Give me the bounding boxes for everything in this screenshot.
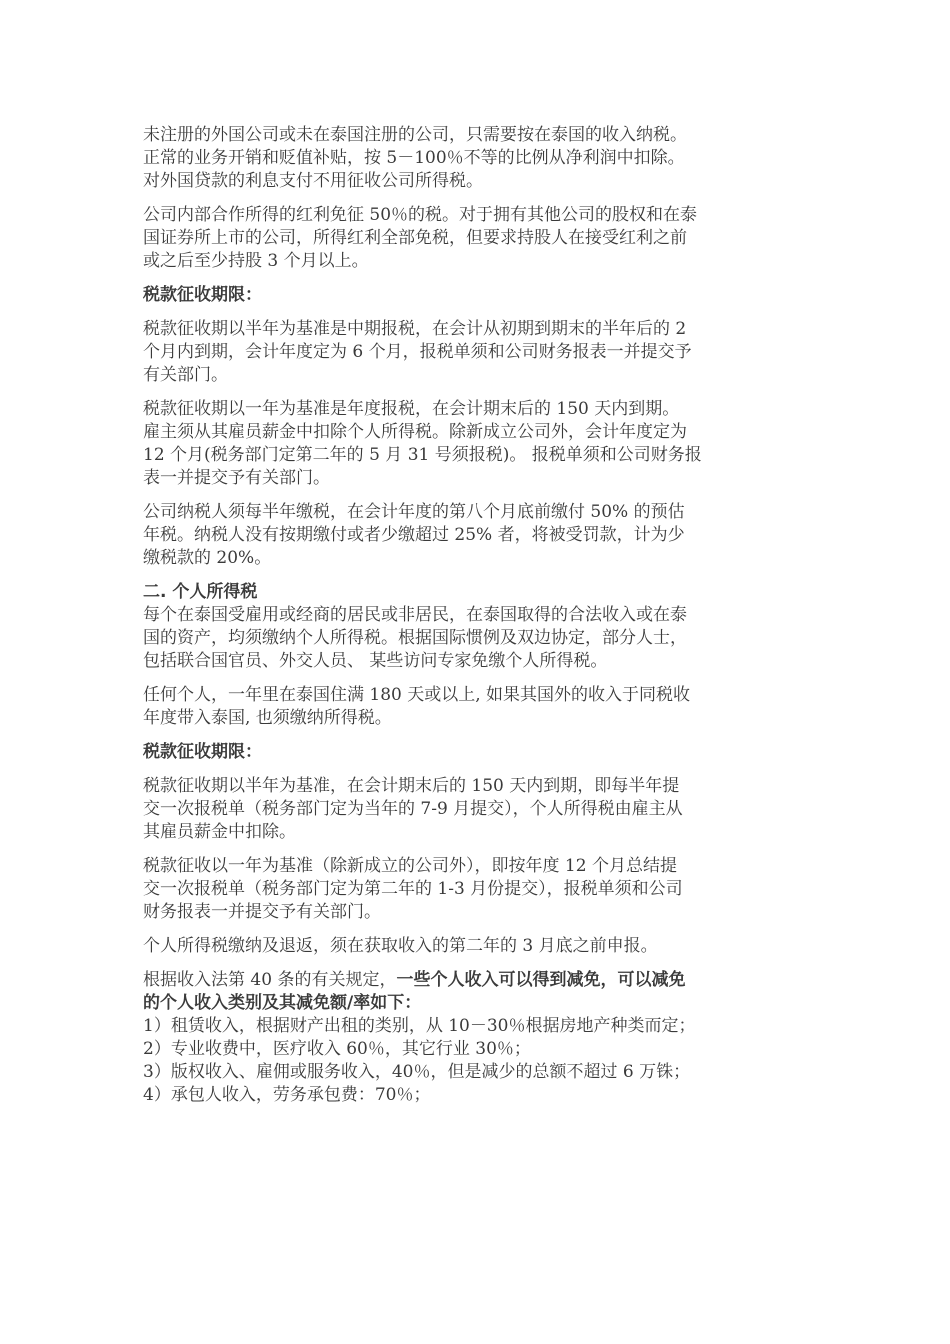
text-line: 对外国贷款的利息支付不用征收公司所得税。 <box>143 171 483 191</box>
paragraph-personal-semiannual <box>143 775 813 844</box>
text-line <box>143 969 813 992</box>
heading-tax-period: 税款征收期限： <box>143 742 262 762</box>
text-line: 财务报表一并提交予有关部门。 <box>143 902 381 922</box>
paragraph-residency-rule <box>143 684 813 730</box>
paragraph-interim-filing <box>143 318 813 387</box>
text-line: 包括联合国官员、外交人员、 某些访问专家免缴个人所得税。 <box>143 651 608 671</box>
text-line: 税款征收期以半年为基准是中期报税，在会计从初期到期末的半年后的 2 <box>143 319 687 339</box>
text-line: 公司内部合作所得的红利免征 50％的税。对于拥有其他公司的股权和在泰 <box>143 205 698 225</box>
paragraph-annual-filing <box>143 398 813 490</box>
deduction-item: 2）专业收费中，医疗收入 60％，其它行业 30％； <box>143 1039 531 1059</box>
text-line: 税款征收期以一年为基准是年度报税，在会计期末后的 150 天内到期。 <box>143 399 680 419</box>
document-body <box>143 124 813 1107</box>
paragraph-personal-annual <box>143 855 813 924</box>
paragraph-refund-deadline <box>143 935 813 958</box>
text-line: 任何个人，一年里在泰国住满 180 天或以上, 如果其国外的收入于同税收 <box>143 685 691 705</box>
section-heading-personal-income-tax: 二. 个人所得税 <box>143 582 258 602</box>
deduction-bold-text: 的个人收入类别及其减免额/率如下： <box>143 993 422 1013</box>
text-line: 雇主须从其雇员薪金中扣除个人所得税。除新成立公司外，会计年度定为 <box>143 422 687 442</box>
text-line: 缴税款的 20%。 <box>143 548 272 568</box>
text-line: 税款征收以一年为基准（除新成立的公司外），即按年度 12 个月总结提 <box>143 856 677 876</box>
deduction-item: 1）租赁收入，根据财产出租的类别，从 10－30％根据房地产种类而定； <box>143 1016 696 1036</box>
text-line: 个月内到期，会计年度定为 6 个月，报税单须和公司财务报表一并提交予 <box>143 342 692 362</box>
paragraph-semiannual-payment <box>143 501 813 570</box>
text-line: 交一次报税单（税务部门定为第二年的 1-3 月份提交），报税单须和公司 <box>143 879 683 899</box>
paragraph-foreign-company <box>143 124 813 193</box>
text-line: 其雇员薪金中扣除。 <box>143 822 296 842</box>
text-line: 表一并提交予有关部门。 <box>143 468 330 488</box>
text-line: 公司纳税人须每半年缴税，在会计年度的第八个月底前缴付 50% 的预估 <box>143 502 685 522</box>
deduction-lead-text: 根据收入法第 40 条的有关规定， <box>143 970 397 990</box>
text-line: 国证券所上市的公司，所得红利全部免税，但要求持股人在接受红利之前 <box>143 228 687 248</box>
heading-tax-period: 税款征收期限： <box>143 285 262 305</box>
deduction-item: 4）承包人收入，劳务承包费：70％； <box>143 1085 431 1105</box>
paragraph-personal-income-scope <box>143 604 813 673</box>
text-line: 交一次报税单（税务部门定为当年的 7-9 月提交），个人所得税由雇主从 <box>143 799 683 819</box>
text-line: 12 个月(税务部门定第二年的 5 月 31 号须报税)。 报税单须和公司财务报 <box>143 445 702 465</box>
text-line: 正常的业务开销和贬值补贴，按 5－100％不等的比例从净利润中扣除。 <box>143 148 685 168</box>
deduction-item: 3）版权收入、雇佣或服务收入，40％，但是减少的总额不超过 6 万铢； <box>143 1062 691 1082</box>
text-line: 个人所得税缴纳及退返，须在获取收入的第二年的 3 月底之前申报。 <box>143 936 658 956</box>
deduction-bold-text: 一些个人收入可以得到减免，可以减免 <box>396 970 686 990</box>
paragraph-deductions <box>143 969 813 1107</box>
text-line: 税款征收期以半年为基准，在会计期末后的 150 天内到期，即每半年提 <box>143 776 680 796</box>
paragraph-dividend <box>143 204 813 273</box>
text-line: 国的资产，均须缴纳个人所得税。根据国际惯例及双边协定，部分人士， <box>143 628 687 648</box>
text-line: 或之后至少持股 3 个月以上。 <box>143 251 369 271</box>
text-line: 年度带入泰国, 也须缴纳所得税。 <box>143 708 392 728</box>
text-line: 有关部门。 <box>143 365 228 385</box>
text-line: 未注册的外国公司或未在泰国注册的公司，只需要按在泰国的收入纳税。 <box>143 125 687 145</box>
text-line: 年税。纳税人没有按期缴付或者少缴超过 25% 者，将被受罚款，计为少 <box>143 525 685 545</box>
text-line: 每个在泰国受雇用或经商的居民或非居民，在泰国取得的合法收入或在泰 <box>143 605 687 625</box>
